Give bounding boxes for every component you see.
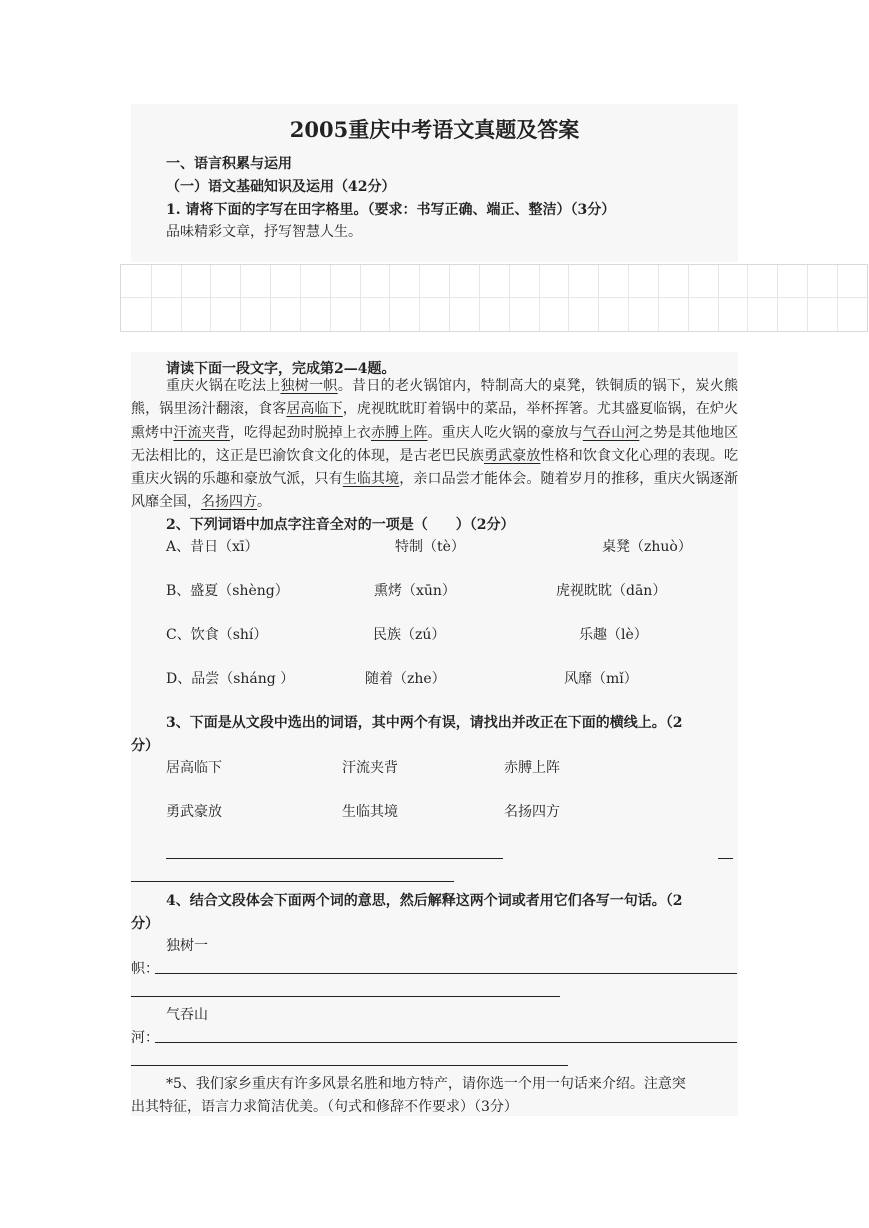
question-4-cont: 分） — [131, 916, 159, 932]
underlined-term: 赤膊上阵 — [371, 424, 428, 441]
option-a-word2: 特制（tè） — [395, 539, 465, 555]
q3-word: 勇武豪放 — [166, 804, 222, 820]
option-d-word2: 随着（zhe） — [365, 671, 446, 687]
grid-col-line — [747, 265, 748, 331]
question-4: 4、结合文段体会下面两个词的意思，然后解释这两个词或者用它们各写一句话。（2 — [166, 893, 683, 909]
question-5-cont: 出其特征，语言力求简洁优美。（句式和修辞不作要求）（3分） — [131, 1099, 518, 1115]
underlined-term: 名扬四方 — [201, 494, 257, 511]
answer-line[interactable] — [166, 858, 503, 859]
passage-text: 。重庆人吃火锅的豪放与 — [427, 424, 583, 441]
underlined-term: 勇武豪放 — [483, 447, 541, 464]
question-5: *5、我们家乡重庆有许多风景名胜和地方特产，请你选一个用一句话来介绍。注意突 — [166, 1076, 686, 1092]
grid-col-line — [330, 265, 331, 331]
passage-text: 重庆火锅在吃法上 — [166, 378, 281, 394]
page-title: 2005重庆中考语文真题及答案 — [289, 117, 580, 142]
grid-col-line — [240, 265, 241, 331]
q4-word-1-end: 帜： — [131, 961, 159, 977]
grid-col-line — [598, 265, 599, 331]
writing-grid[interactable] — [120, 264, 868, 332]
option-c: C、饮食（shí） — [166, 627, 268, 643]
option-a: A、昔日（xī） — [166, 539, 259, 555]
grid-col-line — [360, 265, 361, 331]
reading-passage — [131, 375, 738, 515]
question-1-text: 品味精彩文章，抒写智慧人生。 — [166, 224, 362, 240]
answer-line[interactable] — [131, 881, 454, 882]
underlined-term: 汗流夹背 — [173, 424, 230, 441]
grid-col-line — [568, 265, 569, 331]
grid-col-line — [777, 265, 778, 331]
answer-line[interactable] — [155, 1042, 737, 1043]
option-d: D、品尝（sháng ） — [166, 671, 295, 687]
question-1: 1. 请将下面的字写在田字格里。（要求：书写正确、端正、整洁）（3分） — [166, 202, 616, 218]
grid-col-line — [807, 265, 808, 331]
section-heading: 一、语言积累与运用 — [166, 156, 292, 172]
passage-text: 。昔日的老火锅馆内，特制高大的桌凳，铁铜质的锅下，炭火熊熊，锅里汤汁翻滚，食客 — [131, 378, 739, 418]
grid-col-line — [539, 265, 540, 331]
passage-text: 。 — [257, 494, 271, 511]
q3-word: 名扬四方 — [504, 804, 560, 820]
question-3: 3、下面是从文段中选出的词语，其中两个有误，请找出并改正在下面的横线上。（2 — [166, 715, 683, 731]
grid-col-line — [688, 265, 689, 331]
q3-word: 汗流夹背 — [342, 760, 398, 776]
option-c-word3: 乐趣（lè） — [579, 627, 648, 643]
answer-line[interactable] — [718, 858, 733, 859]
q4-word-2-end: 河： — [131, 1030, 159, 1046]
q3-word: 居高临下 — [166, 760, 222, 776]
question-3-cont: 分） — [131, 738, 159, 754]
q4-word-2: 气吞山 — [166, 1007, 208, 1023]
grid-col-line — [419, 265, 420, 331]
passage-text: 之势是其他地区无法相比的，这正是巴渝饮食文化的体现，是古老巴民族 — [131, 424, 739, 464]
q3-word: 生临其境 — [342, 804, 398, 820]
q3-word: 赤膊上阵 — [504, 760, 560, 776]
question-2: 2、下列词语中加点字注音全对的一项是（ ）（2分） — [166, 517, 515, 533]
underlined-term: 独树一帜 — [280, 378, 338, 394]
option-a-word3: 桌凳（zhuò） — [602, 539, 692, 555]
grid-col-line — [449, 265, 450, 331]
grid-row-line — [121, 297, 867, 298]
answer-line[interactable] — [155, 973, 737, 974]
grid-col-line — [210, 265, 211, 331]
reading-intro: 请读下面一段文字，完成第2—4题。 — [166, 361, 396, 377]
answer-line[interactable] — [131, 1065, 568, 1066]
grid-col-line — [389, 265, 390, 331]
grid-col-line — [151, 265, 152, 331]
grid-col-line — [181, 265, 182, 331]
passage-text: ，亲口品尝才能体会。随着岁月的推移，重庆火锅逐渐风靡全国， — [131, 471, 739, 511]
grid-col-line — [479, 265, 480, 331]
option-b-word2: 熏烤（xūn） — [374, 583, 456, 599]
grid-col-line — [718, 265, 719, 331]
passage-text: 性格和饮食文化心理的表现。吃重庆火锅的乐趣和豪放气派，只有 — [131, 447, 739, 488]
answer-line[interactable] — [131, 996, 560, 997]
subsection-heading: （一）语文基础知识及运用（42分） — [166, 179, 396, 195]
option-c-word2: 民族（zú） — [373, 627, 446, 643]
grid-col-line — [658, 265, 659, 331]
q4-word-1: 独树一 — [166, 938, 208, 954]
grid-col-line — [628, 265, 629, 331]
option-b: B、盛夏（shèng） — [166, 583, 289, 599]
option-d-word3: 风靡（mǐ） — [564, 671, 638, 687]
grid-col-line — [270, 265, 271, 331]
grid-col-line — [509, 265, 510, 331]
underlined-term: 气吞山河 — [582, 424, 640, 441]
passage-text: ，虎视眈眈盯着锅中的菜品，举杯挥箸。尤其盛夏临锅，在炉火熏烤中 — [131, 401, 739, 441]
grid-col-line — [837, 265, 838, 331]
underlined-term: 生临其境 — [342, 471, 400, 488]
grid-col-line — [300, 265, 301, 331]
underlined-term: 居高临下 — [286, 401, 343, 418]
option-b-word3: 虎视眈眈（dān） — [556, 583, 667, 599]
passage-text: ，吃得起劲时脱掉上衣 — [229, 424, 372, 441]
